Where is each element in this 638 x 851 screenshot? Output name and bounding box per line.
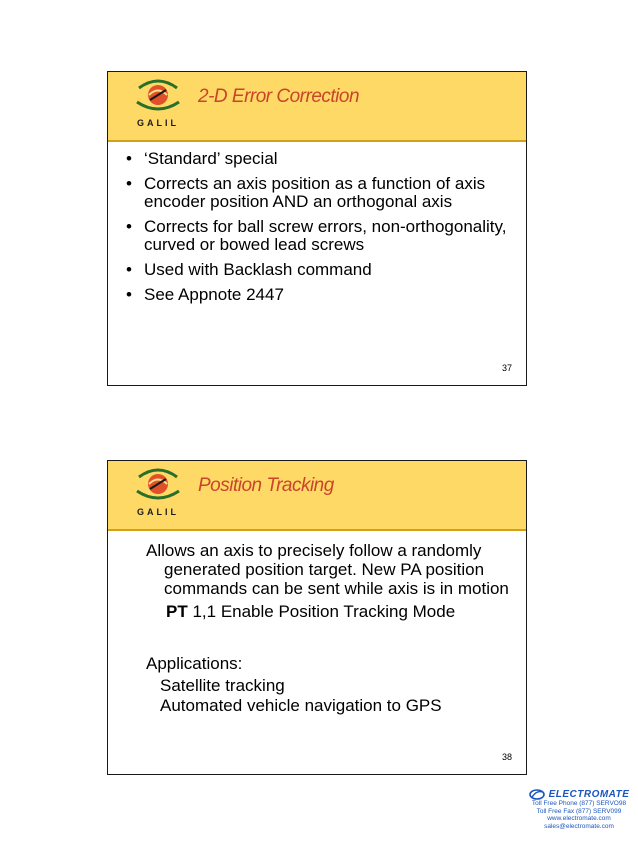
slide-title: Position Tracking (198, 475, 334, 496)
application-item: Satellite tracking (160, 676, 285, 695)
application-item: Automated vehicle navigation to GPS (160, 696, 442, 715)
bullet-item: • ‘Standard’ special (126, 150, 516, 168)
slide-header (108, 72, 526, 142)
electromate-brand (524, 789, 634, 800)
website-link[interactable]: www.electromate.com (547, 815, 611, 822)
slide-number: 37 (501, 363, 512, 373)
logo-text: GALIL (137, 507, 179, 517)
fax-text: Toll Free Fax (877) SERV099 (536, 807, 622, 815)
email-link[interactable]: sales@electromate.com (544, 822, 614, 830)
phone-text: Toll Free Phone (877) SERVO98 (531, 800, 627, 807)
slide-2 (107, 460, 527, 775)
galil-globe-icon (135, 465, 181, 507)
bullet-item: • Corrects for ball screw errors, non-orthogonality, curved or bowed lead screws (126, 218, 516, 254)
brand-name: ELECTROMATE (548, 789, 630, 800)
command-line (166, 602, 455, 622)
bullet-item: • Used with Backlash command (126, 261, 516, 279)
slide-header (108, 461, 526, 531)
bullet-item: • See Appnote 2447 (126, 286, 516, 304)
galil-globe-icon (135, 76, 181, 118)
logo-text: GALIL (137, 118, 179, 128)
applications-heading: Applications: (146, 654, 243, 673)
galil-logo (128, 465, 188, 525)
command-args: 1,1 Enable Position Tracking Mode (187, 602, 456, 621)
bullet-list (126, 150, 516, 311)
description-paragraph: Allows an axis to precisely follow a randomly generated position target. New PA position commands can be sent while axis is in motion (146, 541, 509, 598)
bullet-item: • Corrects an axis position as a function of axis encoder position AND an orthogonal axis (126, 175, 516, 211)
galil-logo (128, 76, 188, 136)
electromate-footer (524, 789, 634, 830)
electromate-logo-icon (529, 789, 545, 800)
slide-title: 2-D Error Correction (198, 86, 360, 107)
command-keyword: PT (166, 602, 188, 621)
slide-number: 38 (501, 752, 512, 762)
slide-1 (107, 71, 527, 386)
